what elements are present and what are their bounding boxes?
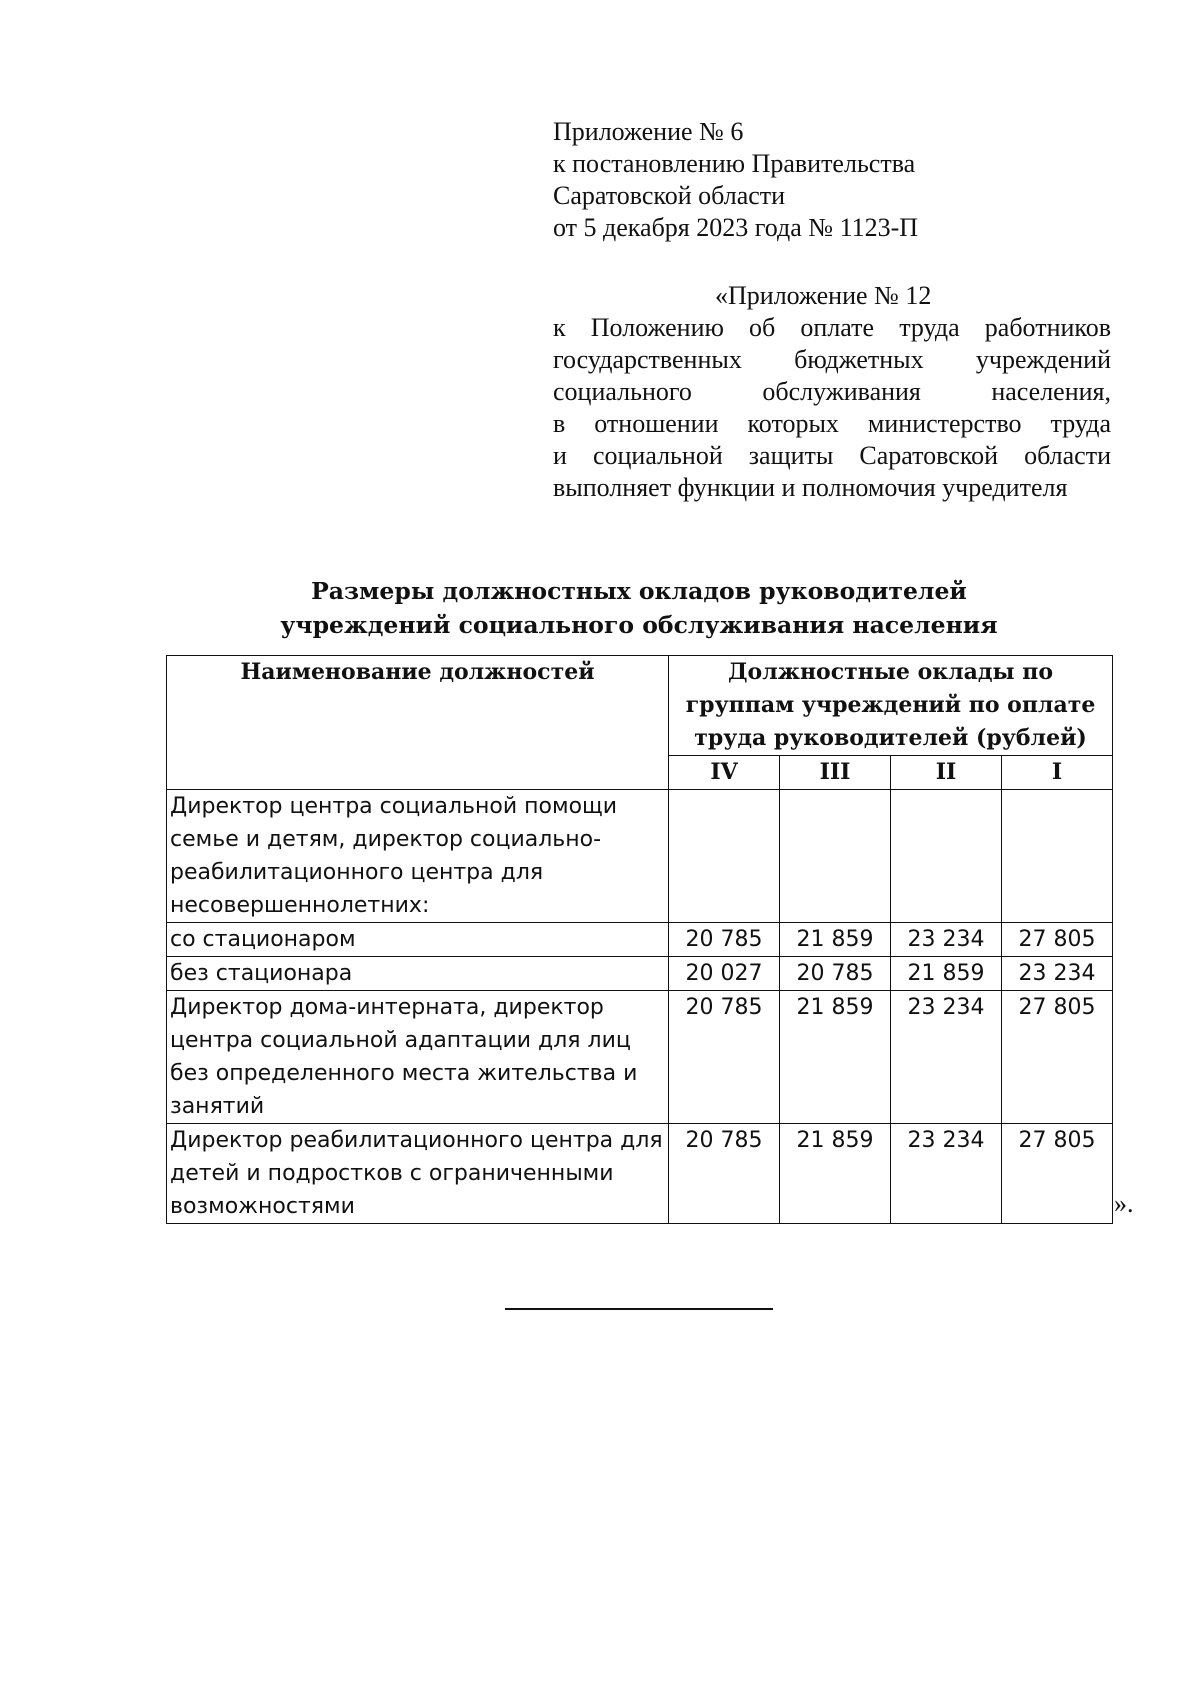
- salary-cell: 20 785: [669, 1124, 780, 1224]
- inner-attachment-line: государственных бюджетных учреждений: [553, 345, 1111, 374]
- inner-attachment-line: социального обслуживания населения,: [553, 377, 1111, 406]
- header-salary-groups: Должностные оклады по группам учреждений по оплате труда руководителей (рублей): [669, 656, 1113, 756]
- separator-line: [505, 1308, 773, 1310]
- document-title: [166, 574, 1112, 642]
- table-row: [167, 957, 1113, 991]
- salary-cell: 20 785: [669, 923, 780, 957]
- header-group-column: II: [891, 756, 1002, 790]
- salary-cell: 20 785: [669, 991, 780, 1124]
- salary-cell: 23 234: [891, 1124, 1002, 1224]
- salary-cell: 23 234: [891, 923, 1002, 957]
- salary-cell: 20 027: [669, 957, 780, 991]
- table-row: [167, 1124, 1113, 1224]
- salary-cell: 20 785: [780, 957, 891, 991]
- attachment-header-line: Саратовской области: [553, 181, 786, 210]
- salary-cell: 23 234: [891, 991, 1002, 1124]
- salary-cell: 23 234: [1002, 957, 1113, 991]
- attachment-header-line: к постановлению Правительства: [553, 149, 916, 178]
- salary-cell: 21 859: [780, 1124, 891, 1224]
- table-row: [167, 923, 1113, 957]
- table-row: [167, 991, 1113, 1124]
- inner-attachment-line: к Положению об оплате труда работников: [553, 313, 1111, 342]
- salary-table: [166, 655, 1113, 1224]
- position-name-cell: Директор центра социальной помощи семье и детям, директор социально-реабилитационного центра для несовершеннолетних:: [167, 790, 669, 923]
- position-name-cell: Директор реабилитационного центра для детей и подростков с ограниченными возможностями: [167, 1124, 669, 1224]
- inner-attachment-line: и социальной защиты Саратовской области: [553, 441, 1111, 470]
- salary-cell: [780, 790, 891, 923]
- salary-cell: [669, 790, 780, 923]
- salary-cell: [891, 790, 1002, 923]
- salary-cell: 27 805: [1002, 923, 1113, 957]
- header-group-column: IV: [669, 756, 780, 790]
- attachment-header-line: Приложение № 6: [553, 117, 744, 146]
- inner-attachment-header: [553, 280, 1111, 504]
- inner-attachment-line: в отношении которых министерство труда: [553, 409, 1111, 438]
- header-position-name: Наименование должностей: [167, 656, 669, 790]
- inner-attachment-line: «Приложение № 12: [715, 281, 932, 310]
- salary-cell: 21 859: [891, 957, 1002, 991]
- header-group-column: III: [780, 756, 891, 790]
- closing-quote-mark: ».: [1114, 1189, 1134, 1218]
- salary-cell: 21 859: [780, 923, 891, 957]
- header-group-column: I: [1002, 756, 1113, 790]
- attachment-header: [553, 116, 1113, 244]
- salary-cell: 21 859: [780, 991, 891, 1124]
- table-row: [167, 790, 1113, 923]
- document-title-line: учреждений социального обслуживания населения: [280, 611, 998, 639]
- position-name-cell: без стационара: [167, 957, 669, 991]
- position-name-cell: Директор дома-интерната, директор центра социальной адаптации для лиц без определенного места жительства и занятий: [167, 991, 669, 1124]
- inner-attachment-line: выполняет функции и полномочия учредителя: [553, 473, 1068, 502]
- salary-cell: 27 805: [1002, 991, 1113, 1124]
- attachment-header-line: от 5 декабря 2023 года № 1123-П: [553, 213, 919, 242]
- salary-cell: [1002, 790, 1113, 923]
- document-title-line: Размеры должностных окладов руководителей: [311, 577, 967, 605]
- position-name-cell: со стационаром: [167, 923, 669, 957]
- salary-cell: 27 805: [1002, 1124, 1113, 1224]
